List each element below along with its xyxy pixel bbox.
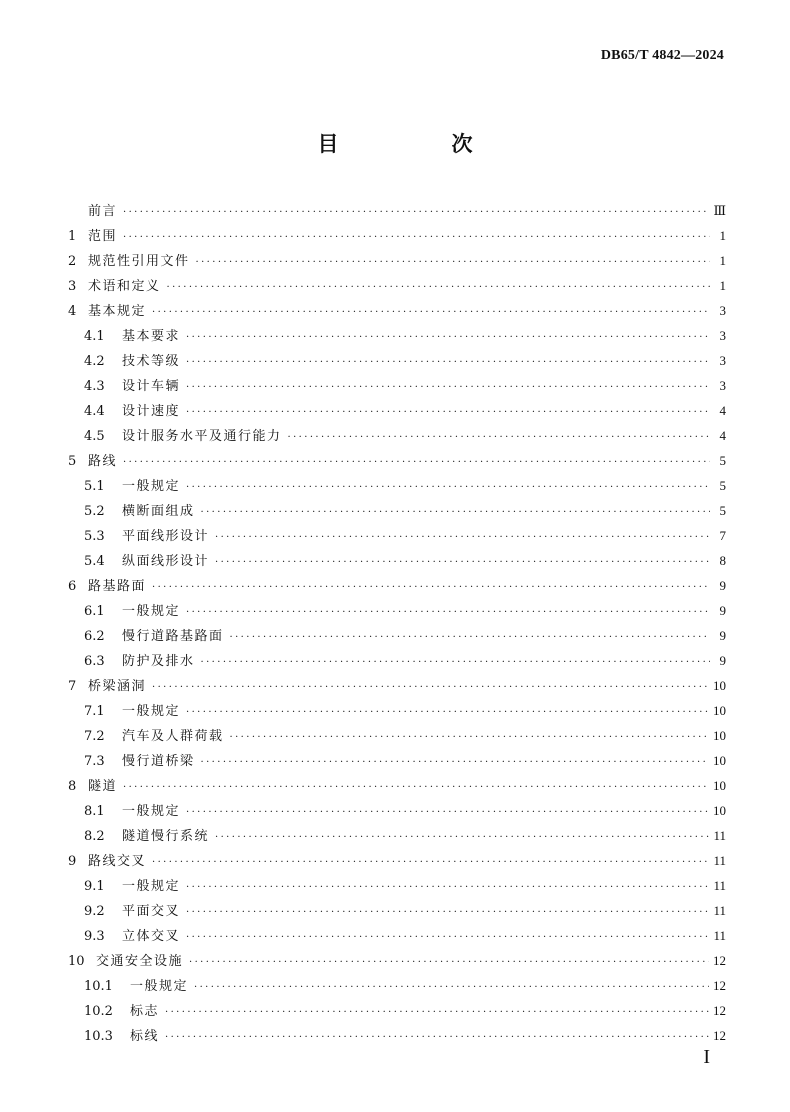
- toc-subentry[interactable]: [68, 973, 726, 998]
- toc-entry-label: 路基路面: [88, 579, 147, 594]
- toc-entry-number: 5: [68, 454, 77, 469]
- dot-leader: [201, 500, 710, 525]
- toc-entry-number: 4.5: [84, 429, 105, 444]
- toc-entry-page: 3: [719, 353, 726, 368]
- toc-entry-label: 平面交叉: [122, 904, 181, 919]
- dot-leader: [194, 975, 709, 1000]
- toc-entry-label: 设计速度: [122, 404, 181, 419]
- dot-leader: [215, 550, 710, 575]
- dot-leader: [186, 475, 710, 500]
- dot-leader: [186, 375, 710, 400]
- toc-entry-label: 隧道: [88, 779, 118, 794]
- toc-entry-page: 12: [713, 953, 726, 968]
- toc-entry-page: 3: [719, 303, 726, 318]
- toc-entry-number: 9.2: [84, 904, 105, 919]
- dot-leader: [196, 250, 710, 275]
- toc-entry-page: 7: [719, 528, 726, 543]
- dot-leader: [186, 700, 709, 725]
- dot-leader: [201, 750, 709, 775]
- toc-entry-number: 3: [68, 279, 77, 294]
- toc-entry-number: 6: [68, 579, 77, 594]
- dot-leader: [186, 350, 710, 375]
- toc-entry-label: 范围: [88, 229, 118, 244]
- dot-leader: [189, 950, 709, 975]
- toc-entry-label: 一般规定: [122, 879, 181, 894]
- toc-entry-number: 10.2: [84, 1004, 113, 1019]
- toc-subentry[interactable]: [68, 698, 726, 723]
- toc-entry[interactable]: [68, 273, 726, 298]
- toc-entry-page: 10: [713, 803, 726, 818]
- toc-entry-number: 5.2: [84, 504, 105, 519]
- toc-entry-page: 10: [713, 753, 726, 768]
- toc-subentry[interactable]: [68, 873, 726, 898]
- toc-entry-page: 8: [719, 553, 726, 568]
- toc-entry-page: 1: [719, 228, 726, 243]
- dot-leader: [215, 525, 710, 550]
- page-title: 目 次: [317, 132, 519, 156]
- toc-entry-label: 防护及排水: [122, 654, 195, 669]
- toc-entry-label: 技术等级: [122, 354, 181, 369]
- toc-entry-page: 5: [719, 453, 726, 468]
- toc-entry-page: 9: [719, 628, 726, 643]
- toc-entry[interactable]: [68, 773, 726, 798]
- toc-entry-number: 10.3: [84, 1029, 113, 1044]
- toc-subentry[interactable]: [68, 823, 726, 848]
- toc-subentry[interactable]: [68, 898, 726, 923]
- toc-subentry[interactable]: [68, 523, 726, 548]
- toc-subentry[interactable]: [68, 723, 726, 748]
- toc-entry-number: 9.3: [84, 929, 105, 944]
- toc-entry-number: 6.1: [84, 604, 105, 619]
- toc-entry-number: 10.1: [84, 979, 113, 994]
- dot-leader: [215, 825, 709, 850]
- dot-leader: [165, 1000, 709, 1025]
- toc-entry-page: 11: [713, 928, 726, 943]
- toc-entry-page: 10: [713, 678, 726, 693]
- toc-subentry[interactable]: [68, 473, 726, 498]
- toc-entry[interactable]: [68, 948, 726, 973]
- toc-entry-number: 6.3: [84, 654, 105, 669]
- toc-entry[interactable]: [68, 673, 726, 698]
- toc-entry-label: 纵面线形设计: [122, 554, 210, 569]
- toc-entry-page: 12: [713, 978, 726, 993]
- dot-leader: [152, 850, 709, 875]
- toc-entry-label: 桥梁涵洞: [88, 679, 147, 694]
- toc-entry-number: 2: [68, 254, 77, 269]
- toc-entry-label: 立体交叉: [122, 929, 181, 944]
- toc-entry[interactable]: [68, 248, 726, 273]
- toc-entry-label: 一般规定: [122, 479, 181, 494]
- standard-code: DB65/T 4842—2024: [600, 48, 724, 63]
- toc-entry-number: 8.1: [84, 804, 105, 819]
- toc-subentry[interactable]: [68, 373, 726, 398]
- toc-entry-page: 4: [719, 428, 726, 443]
- toc-subentry[interactable]: [68, 548, 726, 573]
- toc-entry[interactable]: [68, 298, 726, 323]
- toc-entry-number: 6.2: [84, 629, 105, 644]
- toc-entry-number: 9.1: [84, 879, 105, 894]
- toc-entry-page: 11: [713, 853, 726, 868]
- toc-entry-label: 标线: [130, 1029, 160, 1044]
- toc-entry-number: 8.2: [84, 829, 105, 844]
- dot-leader: [186, 925, 709, 950]
- toc-subentry[interactable]: [68, 498, 726, 523]
- dot-leader: [123, 200, 709, 225]
- toc-entry-page: 9: [719, 578, 726, 593]
- dot-leader: [123, 450, 710, 475]
- toc-entry-page: 10: [713, 778, 726, 793]
- table-of-contents: [68, 198, 726, 1048]
- toc-entry-label: 一般规定: [122, 804, 181, 819]
- toc-entry-page: 3: [719, 328, 726, 343]
- toc-entry-page: 5: [719, 503, 726, 518]
- toc-entry-number: 4.3: [84, 379, 105, 394]
- toc-entry-number: 4.4: [84, 404, 105, 419]
- toc-entry-label: 交通安全设施: [96, 954, 184, 969]
- toc-subentry[interactable]: [68, 923, 726, 948]
- toc-entry-label: 设计车辆: [122, 379, 181, 394]
- toc-entry-label: 基本要求: [122, 329, 181, 344]
- toc-entry-label: 路线交叉: [88, 854, 147, 869]
- toc-entry-page: 9: [719, 603, 726, 618]
- dot-leader: [186, 875, 709, 900]
- toc-subentry[interactable]: [68, 323, 726, 348]
- toc-entry[interactable]: [68, 573, 726, 598]
- toc-entry[interactable]: [68, 848, 726, 873]
- dot-leader: [152, 575, 710, 600]
- toc-subentry[interactable]: [68, 1023, 726, 1048]
- toc-entry[interactable]: [68, 223, 726, 248]
- toc-subentry[interactable]: [68, 423, 726, 448]
- page-number: I: [703, 1046, 710, 1068]
- toc-subentry[interactable]: [68, 598, 726, 623]
- dot-leader: [230, 725, 709, 750]
- toc-entry-page: Ⅲ: [713, 203, 726, 218]
- toc-entry-label: 汽车及人群荷载: [122, 729, 224, 744]
- toc-entry-page: 4: [719, 403, 726, 418]
- toc-entry-number: 7.1: [84, 704, 105, 719]
- toc-entry-number: 4.1: [84, 329, 105, 344]
- toc-entry-number: 7: [68, 679, 77, 694]
- toc-entry[interactable]: [68, 448, 726, 473]
- toc-entry-number: 7.3: [84, 754, 105, 769]
- dot-leader: [165, 1025, 709, 1050]
- toc-subentry[interactable]: [68, 398, 726, 423]
- toc-entry-page: 10: [713, 703, 726, 718]
- toc-entry-label: 设计服务水平及通行能力: [122, 429, 282, 444]
- dot-leader: [288, 425, 710, 450]
- toc-entry-page: 3: [719, 378, 726, 393]
- toc-entry-label: 路线: [88, 454, 118, 469]
- toc-subentry[interactable]: [68, 348, 726, 373]
- toc-entry-page: 10: [713, 728, 726, 743]
- dot-leader: [152, 300, 710, 325]
- toc-entry-page: 5: [719, 478, 726, 493]
- toc-entry-label: 横断面组成: [122, 504, 195, 519]
- toc-entry-number: 5.1: [84, 479, 105, 494]
- toc-entry-number: 7.2: [84, 729, 105, 744]
- toc-entry-number: 1: [68, 229, 77, 244]
- toc-entry-page: 11: [713, 903, 726, 918]
- toc-entry-page: 1: [719, 278, 726, 293]
- toc-entry-label: 隧道慢行系统: [122, 829, 210, 844]
- dot-leader: [201, 650, 710, 675]
- toc-entry-label: 慢行道桥梁: [122, 754, 195, 769]
- dot-leader: [230, 625, 710, 650]
- toc-entry-label: 基本规定: [88, 304, 147, 319]
- dot-leader: [186, 400, 710, 425]
- dot-leader: [186, 325, 710, 350]
- toc-entry-number: 8: [68, 779, 77, 794]
- toc-subentry[interactable]: [68, 798, 726, 823]
- toc-entry-label: 一般规定: [122, 604, 181, 619]
- toc-entry-label: 一般规定: [122, 704, 181, 719]
- dot-leader: [152, 675, 709, 700]
- toc-entry-number: 4.2: [84, 354, 105, 369]
- toc-entry-number: 5.4: [84, 554, 105, 569]
- dot-leader: [167, 275, 710, 300]
- toc-entry-page: 12: [713, 1003, 726, 1018]
- toc-entry[interactable]: [68, 198, 726, 223]
- toc-entry-label: 术语和定义: [88, 279, 161, 294]
- toc-entry-page: 11: [713, 878, 726, 893]
- toc-entry-label: 慢行道路基路面: [122, 629, 224, 644]
- toc-entry-label: 规范性引用文件: [88, 254, 190, 269]
- toc-entry-number: 10: [68, 954, 85, 969]
- toc-entry-number: 4: [68, 304, 77, 319]
- toc-entry-label: 平面线形设计: [122, 529, 210, 544]
- toc-entry-page: 12: [713, 1028, 726, 1043]
- toc-subentry[interactable]: [68, 648, 726, 673]
- dot-leader: [123, 225, 710, 250]
- toc-entry-label: 前言: [88, 204, 118, 219]
- toc-subentry[interactable]: [68, 623, 726, 648]
- dot-leader: [186, 600, 710, 625]
- dot-leader: [186, 900, 709, 925]
- toc-subentry[interactable]: [68, 998, 726, 1023]
- toc-entry-number: 5.3: [84, 529, 105, 544]
- toc-entry-label: 标志: [130, 1004, 160, 1019]
- dot-leader: [123, 775, 709, 800]
- toc-entry-page: 9: [719, 653, 726, 668]
- dot-leader: [186, 800, 709, 825]
- toc-subentry[interactable]: [68, 748, 726, 773]
- toc-entry-number: 9: [68, 854, 77, 869]
- toc-entry-label: 一般规定: [130, 979, 189, 994]
- toc-entry-page: 11: [713, 828, 726, 843]
- toc-entry-page: 1: [719, 253, 726, 268]
